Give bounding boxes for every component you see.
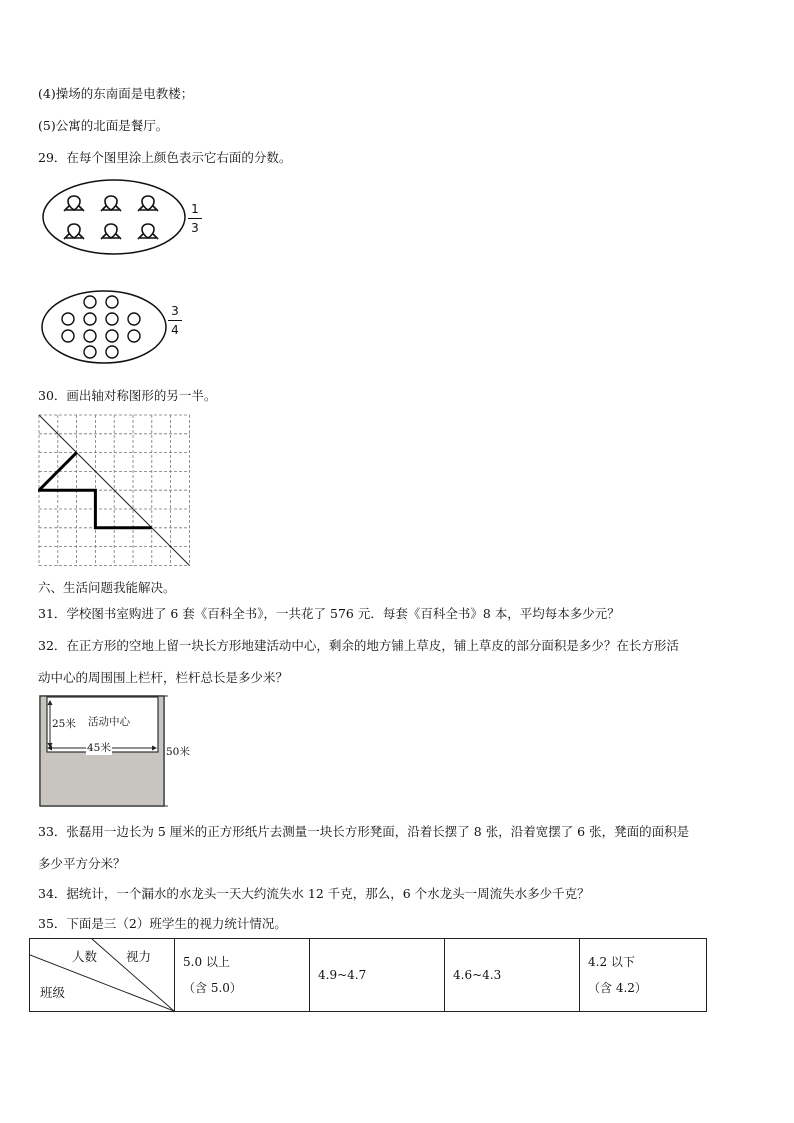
apple-icon bbox=[84, 346, 96, 358]
apple-icon bbox=[128, 330, 140, 342]
table-header-cell bbox=[445, 939, 580, 1012]
table-row bbox=[30, 939, 707, 1012]
question-30: 30．画出轴对称图形的另一半。 bbox=[38, 388, 217, 403]
table-header-cell bbox=[175, 939, 310, 1012]
header-class: 班级 bbox=[40, 985, 66, 1000]
apple-icon bbox=[84, 313, 96, 325]
peach-oval-figure bbox=[40, 176, 190, 258]
label-activity-center: 活动中心 bbox=[88, 716, 130, 728]
table-header-cell bbox=[580, 939, 707, 1012]
fraction-three-quarters: 3 4 bbox=[168, 304, 182, 337]
peach-icon bbox=[101, 224, 121, 239]
question-31: 31．学校图书室购进了 6 套《百科全书》，一共花了 576 元．每套《百科全书》8 本，平均每本多少元？ bbox=[38, 606, 620, 621]
question-32-line-2: 动中心的周围围上栏杆，栏杆总长是多少米？ bbox=[38, 670, 289, 685]
question-33-line-1: 33．张磊用一边长为 5 厘米的正方形纸片去测量一块长方形凳面，沿着长摆了 8 张，沿着宽摆了 6 张，凳面的面积是 bbox=[38, 824, 690, 839]
apple-icon bbox=[106, 296, 118, 308]
header-people: 人数 bbox=[72, 949, 98, 964]
symmetry-grid-figure bbox=[38, 414, 192, 568]
vision-range: 5.0 以上 bbox=[183, 955, 230, 969]
label-25m: 25米 bbox=[52, 718, 76, 730]
line-item-4: (4)操场的东南面是电教楼； bbox=[38, 86, 194, 101]
question-29: 29．在每个图里涂上颜色表示它右面的分数。 bbox=[38, 150, 292, 165]
apple-icon bbox=[62, 313, 74, 325]
peach-icon bbox=[138, 196, 158, 211]
section-6-heading: 六、生活问题我能解决。 bbox=[38, 580, 176, 595]
apple-icon bbox=[106, 330, 118, 342]
vision-table bbox=[29, 938, 707, 1012]
apple-icon bbox=[128, 313, 140, 325]
apple-icon bbox=[84, 330, 96, 342]
vision-range: 4.9~4.7 bbox=[318, 968, 367, 982]
question-34: 34．据统计，一个漏水的水龙头一天大约流失水 12 千克，那么，6 个水龙头一周流失水多少千克？ bbox=[38, 886, 590, 901]
apple-icon bbox=[106, 313, 118, 325]
table-header-cell bbox=[310, 939, 445, 1012]
apple-icon bbox=[84, 296, 96, 308]
vision-range-note: （含 5.0） bbox=[183, 981, 242, 995]
label-45m: 45米 bbox=[87, 742, 111, 754]
line-item-5: (5)公寓的北面是餐厅。 bbox=[38, 118, 169, 133]
apple-icon bbox=[106, 346, 118, 358]
header-vision: 视力 bbox=[126, 949, 152, 964]
activity-center-figure bbox=[38, 694, 198, 810]
fraction-one-third: 1 3 bbox=[188, 202, 202, 235]
question-33-line-2: 多少平方分米？ bbox=[38, 856, 126, 871]
apple-oval-figure bbox=[40, 286, 170, 368]
peach-icon bbox=[138, 224, 158, 239]
question-35: 35．下面是三（2）班学生的视力统计情况。 bbox=[38, 916, 287, 931]
peach-icon bbox=[64, 224, 84, 239]
vision-range: 4.2 以下 bbox=[588, 955, 635, 969]
peach-icon bbox=[101, 196, 121, 211]
peach-icon bbox=[64, 196, 84, 211]
label-50m: 50米 bbox=[166, 746, 190, 758]
diagonal-header-cell bbox=[30, 939, 175, 1012]
vision-range: 4.6~4.3 bbox=[453, 968, 502, 982]
apple-icon bbox=[62, 330, 74, 342]
vision-range-note: （含 4.2） bbox=[588, 981, 647, 995]
question-32-line-1: 32．在正方形的空地上留一块长方形地建活动中心，剩余的地方铺上草皮，铺上草皮的部分面积是多少？在长方形活 bbox=[38, 638, 679, 653]
